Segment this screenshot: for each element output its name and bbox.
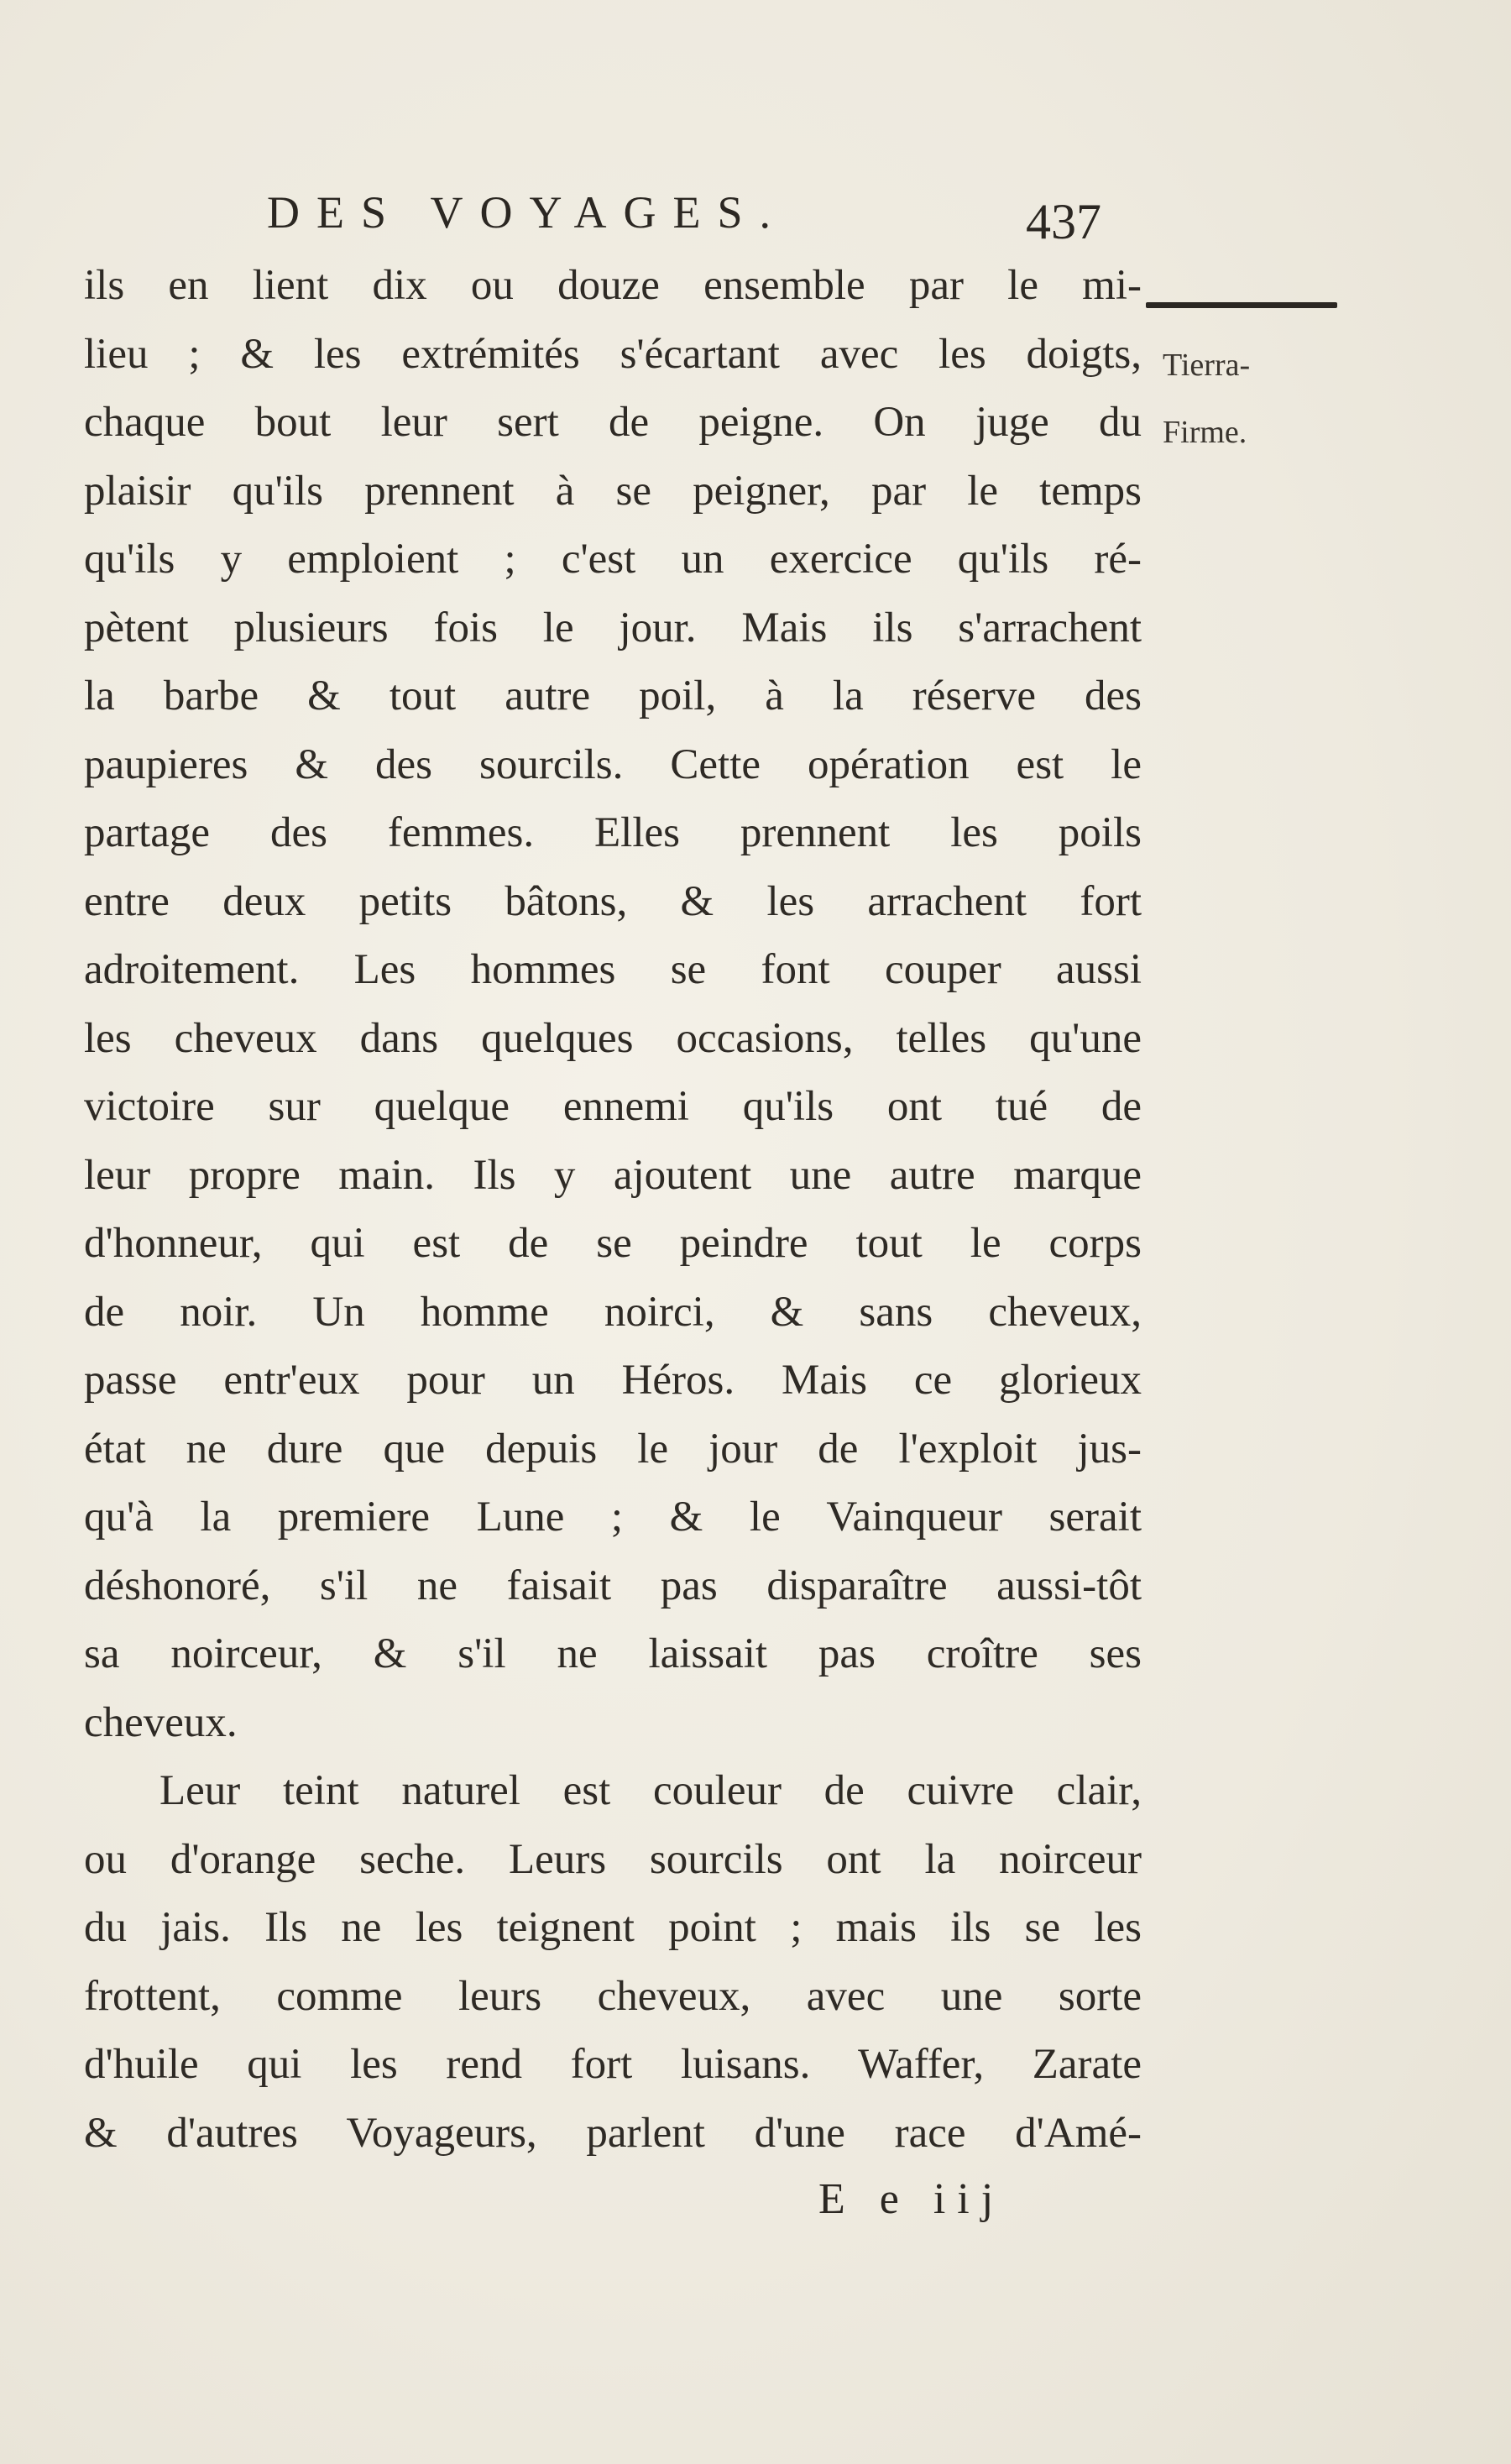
text-line: partage des femmes. Elles prennent les poils <box>84 809 1142 856</box>
text-line: les cheveux dans quelques occasions, telles qu'une <box>84 1014 1142 1062</box>
text-line: qu'ils y emploient ; c'est un exercice qu'ils ré- <box>84 536 1142 583</box>
text-line: plaisir qu'ils prennent à se peigner, par le temps <box>84 467 1142 515</box>
text-line: frottent, comme leurs cheveux, avec une sorte <box>84 1972 1142 2020</box>
text-line: adroitement. Les hommes se font couper aussi <box>84 946 1142 993</box>
body-text <box>84 252 1142 2168</box>
text-line: sa noirceur, & s'il ne laissait pas croître ses <box>84 1630 1142 1677</box>
text-line: état ne dure que depuis le jour de l'exploit jus- <box>84 1425 1142 1473</box>
text-line: victoire sur quelque ennemi qu'ils ont tué de <box>84 1083 1142 1130</box>
margin-note-line: Tierra- <box>1163 348 1251 383</box>
margin-rule <box>1146 302 1337 308</box>
text-line: qu'à la premiere Lune ; & le Vainqueur serait <box>84 1494 1142 1541</box>
text-line: ils en lient dix ou douze ensemble par le mi- <box>84 262 1142 309</box>
text-line: & d'autres Voyageurs, parlent d'une race d'Amé- <box>84 2109 1142 2157</box>
text-line: du jais. Ils ne les teignent point ; mais ils se les <box>84 1904 1142 1951</box>
text-line: pètent plusieurs fois le jour. Mais ils s'arrachent <box>84 604 1142 651</box>
text-line: lieu ; & les extrémités s'écartant avec les doigts, <box>84 330 1142 378</box>
text-line: déshonoré, s'il ne faisait pas disparaître aussi-tôt <box>84 1562 1142 1609</box>
text-line: Leur teint naturel est couleur de cuivre clair, <box>159 1767 1142 1814</box>
margin-note-line: Firme. <box>1163 415 1247 450</box>
text-line: chaque bout leur sert de peigne. On juge du <box>84 399 1142 446</box>
text-line: cheveux. <box>84 1698 238 1746</box>
page-number: 437 <box>1026 194 1101 249</box>
signature-mark: E e iij <box>818 2175 1006 2223</box>
text-line: entre deux petits bâtons, & les arrachent fort <box>84 877 1142 925</box>
text-line: la barbe & tout autre poil, à la réserve des <box>84 672 1142 719</box>
text-line: leur propre main. Ils y ajoutent une autre marque <box>84 1151 1142 1199</box>
text-line: de noir. Un homme noirci, & sans cheveux, <box>84 1288 1142 1336</box>
text-line: paupieres & des sourcils. Cette opération est le <box>84 740 1142 788</box>
text-line: ou d'orange seche. Leurs sourcils ont la noirceur <box>84 1835 1142 1883</box>
text-line: d'huile qui les rend fort luisans. Waffer, Zarate <box>84 2041 1142 2088</box>
running-head: DES VOYAGES. <box>267 187 788 238</box>
text-line: passe entr'eux pour un Héros. Mais ce glorieux <box>84 1357 1142 1404</box>
margin-note <box>1163 332 1250 466</box>
text-line: d'honneur, qui est de se peindre tout le corps <box>84 1220 1142 1267</box>
